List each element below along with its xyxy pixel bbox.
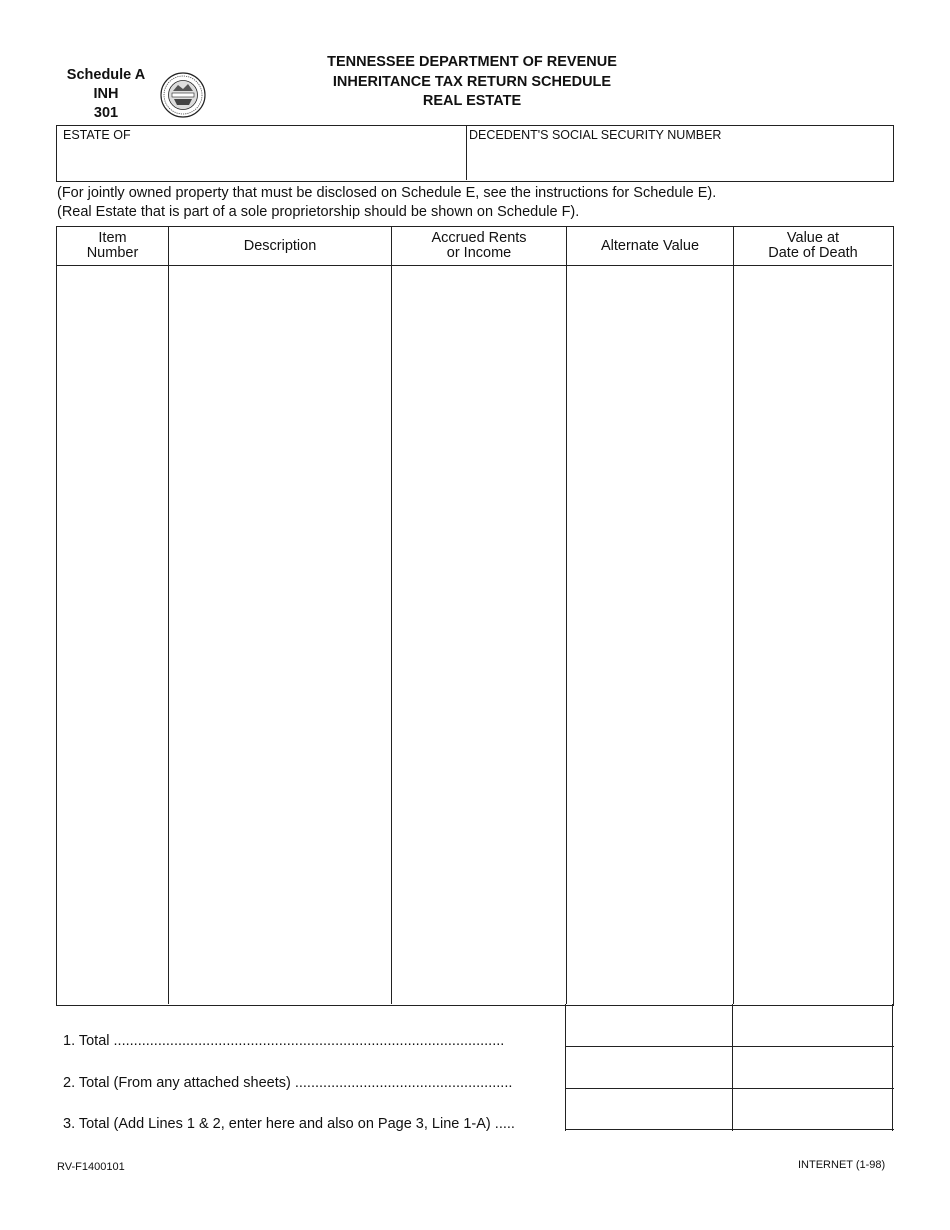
column-header-line: Item: [98, 230, 127, 246]
item-number-column[interactable]: [57, 267, 168, 1004]
note-line-2: (Real Estate that is part of a sole proprietorship should be shown on Schedule F).: [57, 204, 580, 220]
tennessee-state-seal-icon: [160, 72, 206, 118]
column-header-alternate-value: [567, 227, 733, 265]
total-line-2: 2. Total (From any attached sheets) ......................................................: [63, 1075, 513, 1091]
column-header-line: or Income: [446, 245, 512, 261]
title-line-2: INHERITANCE TAX RETURN SCHEDULE: [332, 73, 612, 90]
column-header-line: Value at: [786, 230, 840, 246]
revision-label: INTERNET (1-98): [798, 1159, 886, 1171]
title-line-1: TENNESSEE DEPARTMENT OF REVENUE: [327, 54, 617, 70]
total-3-value-at-death[interactable]: [734, 1090, 891, 1128]
ssn-field[interactable]: [467, 126, 892, 180]
form-number: RV-F1400101: [57, 1161, 125, 1173]
description-column[interactable]: [169, 267, 391, 1004]
total-3-alternate-value[interactable]: [567, 1090, 731, 1128]
column-header-line: Number: [86, 245, 139, 261]
total-2-value-at-death[interactable]: [734, 1048, 891, 1087]
schedule-label: [50, 66, 162, 123]
accrued-rents-column[interactable]: [392, 267, 566, 1004]
schedule-line-3: 301: [93, 105, 119, 121]
real-estate-table: [56, 226, 894, 1006]
total-line-3: 3. Total (Add Lines 1 & 2, enter here and also on Page 3, Line 1-A) .....: [63, 1116, 515, 1132]
column-header-description: [169, 227, 391, 265]
note-line-1: (For jointly owned property that must be disclosed on Schedule E, see the instructions for Schedule E).: [57, 185, 717, 201]
column-header-value-at-death: [734, 227, 892, 265]
column-header-line: Accrued Rents: [431, 230, 527, 246]
total-1-value-at-death[interactable]: [734, 1006, 891, 1045]
column-header-line: Description: [243, 237, 317, 254]
estate-info-box: [56, 125, 894, 182]
totals-grid: [565, 1004, 894, 1132]
column-header-line: Alternate Value: [600, 237, 700, 254]
total-1-alternate-value[interactable]: [567, 1006, 731, 1045]
column-header-accrued-rents: [392, 227, 566, 265]
estate-of-field[interactable]: [57, 126, 466, 180]
ssn-label: DECEDENT'S SOCIAL SECURITY NUMBER: [469, 128, 722, 142]
total-line-1: 1. Total .................................................................................................: [63, 1033, 505, 1049]
schedule-line-1: Schedule A: [66, 67, 146, 83]
schedule-line-2: INH: [93, 86, 119, 102]
value-at-death-column[interactable]: [734, 267, 892, 1004]
alternate-value-column[interactable]: [567, 267, 733, 1004]
estate-of-label: ESTATE OF: [63, 128, 131, 142]
total-2-alternate-value[interactable]: [567, 1048, 731, 1087]
page-title: [300, 53, 644, 112]
column-header-line: Date of Death: [768, 245, 858, 261]
column-header-item-number: [57, 227, 168, 265]
title-line-3: REAL ESTATE: [422, 93, 522, 109]
